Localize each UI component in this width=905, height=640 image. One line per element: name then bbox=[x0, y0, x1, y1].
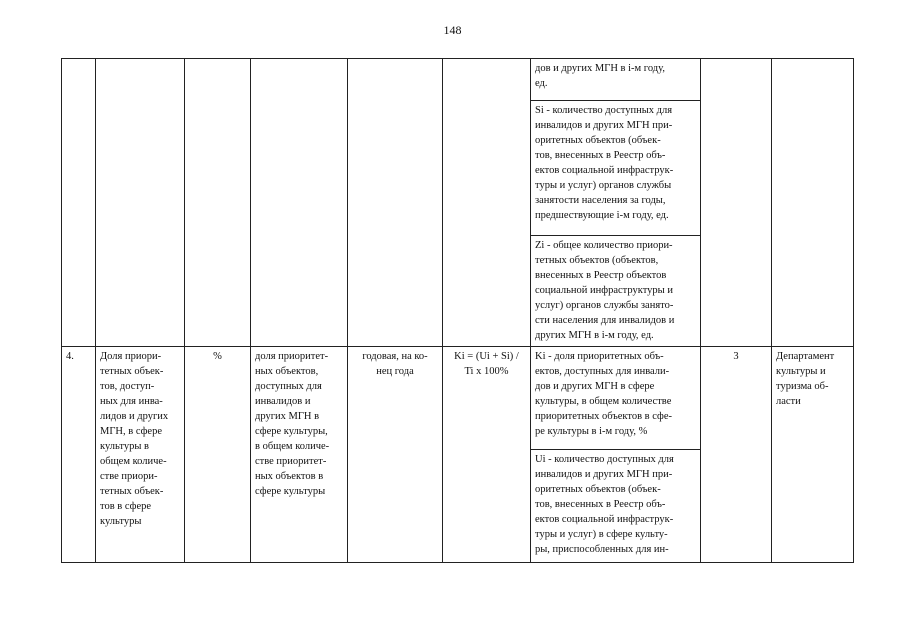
table-row bbox=[62, 59, 854, 347]
cell-number bbox=[62, 59, 96, 347]
table-row bbox=[62, 347, 854, 563]
cell-unit bbox=[185, 59, 251, 347]
cell-source bbox=[701, 347, 772, 563]
cell-name bbox=[96, 59, 185, 347]
cell-periodicity bbox=[348, 347, 443, 563]
description-part: дов и других МГН в i-м году, ед. bbox=[531, 59, 700, 101]
description-part: Zi - общее количество приори- тетных объектов (объектов, внесенных в Реестр объектов социальной инфраструктуры и услуг) органов службы занято- сти населения для инвалидов и других МГН в i-м году, ед. bbox=[535, 240, 675, 341]
source-number: 3 bbox=[733, 351, 739, 362]
cell-number bbox=[62, 347, 96, 563]
description-part: Ki - доля приоритетных объ- ектов, доступных для инвали- дов и других МГН в сфере культуры, в общем количестве приоритетных объектов в сфе- ре культуры в i-м году, % bbox=[531, 347, 700, 450]
unit: % bbox=[213, 351, 222, 362]
periodicity: годовая, на ко- нец года bbox=[362, 351, 428, 377]
cell-formula bbox=[443, 59, 531, 347]
description-part: Si - количество доступных для инвалидов и других МГН при- оритетных объектов (объек- тов, внесенных в Реестр объ- ектов социальной инфраструк- туры и услуг) органов службы занятости населения за годы, предшествующие i-м году, ед. bbox=[531, 101, 700, 236]
cell-responsible bbox=[772, 59, 854, 347]
cell-definition bbox=[251, 347, 348, 563]
indicator-definition: доля приоритет- ных объектов, доступных для инвалидов и других МГН в сфере культуры, в общем количе- стве приоритет- ных объектов в сфере культуры bbox=[255, 351, 330, 497]
cell-responsible bbox=[772, 347, 854, 563]
responsible-body: Департамент культуры и туризма об- ласти bbox=[776, 351, 835, 407]
cell-descriptions bbox=[531, 347, 701, 563]
indicator-table bbox=[61, 58, 854, 563]
indicator-name: Доля приори- тетных объек- тов, доступ- ных для инва- лидов и других МГН, в сфере культуры в общем количе- стве приори- тетных объек- тов в сфере культуры bbox=[100, 351, 169, 527]
page-number: 148 bbox=[443, 23, 462, 37]
cell-definition bbox=[251, 59, 348, 347]
cell-descriptions bbox=[531, 59, 701, 347]
cell-source bbox=[701, 59, 772, 347]
row-number: 4. bbox=[66, 351, 74, 362]
description-part: Ui - количество доступных для инвалидов и других МГН при- оритетных объектов (объек- тов, внесенных в Реестр объ- ектов социальной инфраструк- туры и услуг) в сфере культу- ры, приспособленных для ин- bbox=[535, 454, 674, 555]
cell-periodicity bbox=[348, 59, 443, 347]
formula: Ki = (Ui + Si) / Ti x 100% bbox=[454, 351, 519, 377]
cell-formula bbox=[443, 347, 531, 563]
cell-name bbox=[96, 347, 185, 563]
cell-unit bbox=[185, 347, 251, 563]
